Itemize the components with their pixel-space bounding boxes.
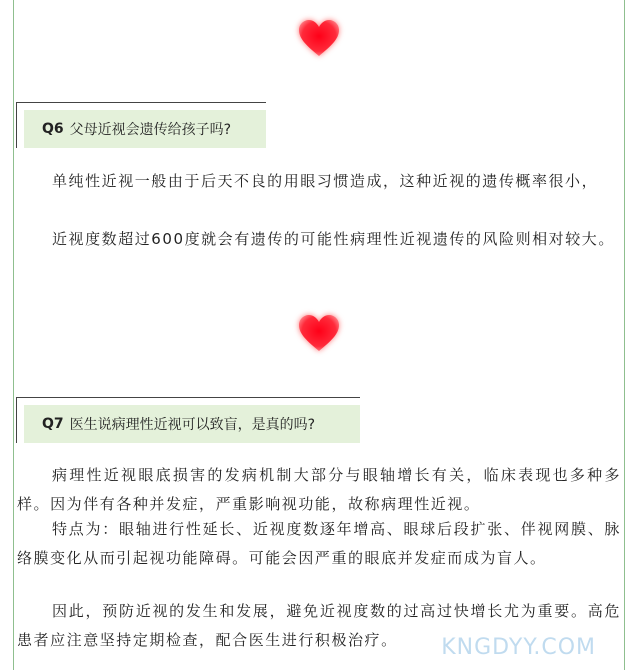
question-text: 父母近视会遗传给孩子吗? (69, 122, 232, 138)
heart-icon (297, 313, 341, 353)
question-box-q7 (16, 397, 360, 443)
question-number: Q7 (42, 416, 64, 432)
question-box-q6 (16, 102, 266, 148)
question-banner (24, 405, 360, 443)
answer-paragraph: 病理性近视眼底损害的发病机制大部分与眼轴增长有关，临床表现也多种多样。因为伴有各种并发症，严重影响视功能，故称病理性近视。 (17, 466, 621, 513)
question-number: Q6 (42, 121, 64, 137)
question-text: 医生说病理性近视可以致盲，是真的吗? (69, 417, 316, 433)
article-frame (13, 0, 625, 670)
heart-icon (297, 18, 341, 58)
answer-paragraph: 近视度数超过600度就会有遗传的可能性病理性近视遗传的风险则相对较大。 (52, 230, 615, 248)
question-banner (24, 110, 266, 148)
answer-paragraph: 特点为：眼轴进行性延长、近视度数逐年增高、眼球后段扩张、伴视网膜、脉络膜变化从而引起视功能障碍。可能会因严重的眼底并发症而成为盲人。 (17, 520, 621, 567)
watermark: KNGDYY.COM (441, 635, 596, 660)
answer-paragraph: 因此，预防近视的发生和发展，避免近视度数的过高过快增长尤为重要。高危患者应注意坚持定期检查，配合医生进行积极治疗。 (17, 602, 621, 649)
answer-paragraph: 单纯性近视一般由于后天不良的用眼习惯造成，这种近视的遗传概率很小， (52, 172, 599, 190)
